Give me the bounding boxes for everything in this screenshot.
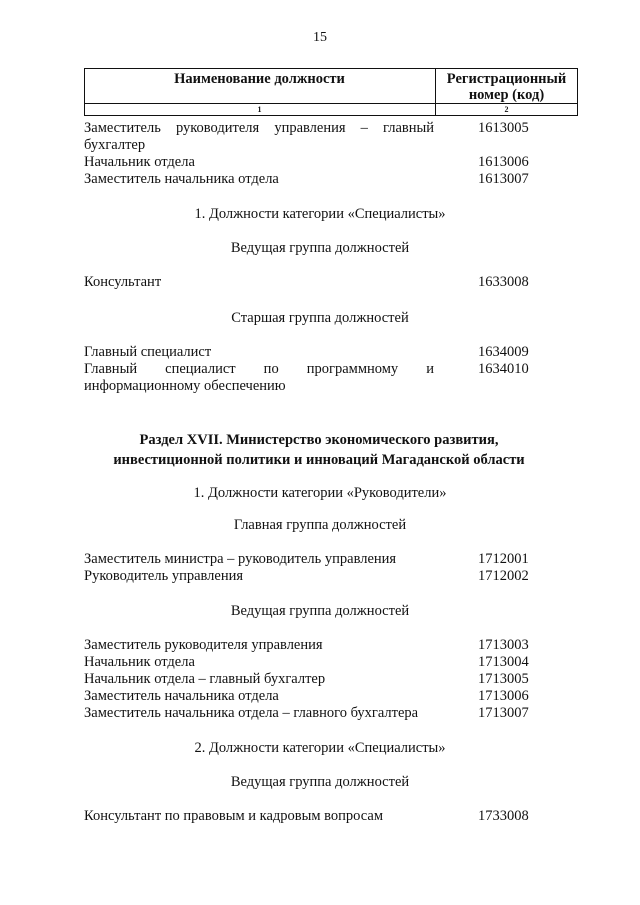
section-title-line1: Раздел XVII. Министерство экономического развития,: [139, 432, 499, 448]
group-heading: Ведущая группа должностей: [230, 774, 410, 790]
position-code: 1613007: [478, 171, 529, 187]
position-title: Заместитель начальника отдела – главного бухгалтера: [84, 705, 419, 721]
position-code: 1634010: [478, 361, 529, 377]
table-right-rule: [577, 68, 578, 116]
position-code: 1713006: [478, 688, 529, 704]
position-code: 1634009: [478, 344, 529, 360]
position-title: Начальник отдела: [84, 154, 195, 170]
position-title: Заместитель руководителя управления: [84, 637, 323, 653]
page-number: 15: [313, 30, 327, 45]
position-title: бухгалтер: [84, 137, 146, 153]
position-title: Главный специалист по программному и: [84, 361, 434, 377]
section-title-line2: инвестиционной политики и инноваций Магаданской области: [113, 452, 525, 468]
position-title: Заместитель начальника отдела: [84, 171, 279, 187]
position-code: 1613006: [478, 154, 529, 170]
position-title: Начальник отдела – главный бухгалтер: [84, 671, 326, 687]
position-code: 1712001: [478, 551, 529, 567]
header-position-name: Наименование должности: [174, 71, 345, 87]
header-reg-number-line1: Регистрационный: [446, 71, 567, 87]
position-title: Заместитель министра – руководитель управления: [84, 551, 397, 567]
position-title: Руководитель управления: [84, 568, 244, 584]
group-heading: Ведущая группа должностей: [230, 603, 410, 619]
table-bottom-rule: [84, 115, 578, 116]
position-code: 1713004: [478, 654, 529, 670]
position-title: Начальник отдела: [84, 654, 195, 670]
position-title: Заместитель руководителя управления – главный: [84, 120, 434, 136]
position-code: 1713003: [478, 637, 529, 653]
position-code: 1712002: [478, 568, 529, 584]
position-title: Консультант по правовым и кадровым вопросам: [84, 808, 384, 824]
group-heading: Главная группа должностей: [233, 517, 407, 533]
header-col2-number: 2: [504, 105, 509, 114]
position-code: 1633008: [478, 274, 529, 290]
position-code: 1613005: [478, 120, 529, 136]
group-heading: Старшая группа должностей: [231, 310, 409, 326]
table-header: [84, 68, 578, 118]
header-col1-number: 1: [257, 105, 262, 114]
position-title: Консультант: [84, 274, 162, 290]
position-code: 1713005: [478, 671, 529, 687]
category-heading: 2. Должности категории «Специалисты»: [194, 740, 446, 756]
header-reg-number-line2: номер (код): [468, 87, 545, 103]
position-code: 1713007: [478, 705, 529, 721]
position-code: 1733008: [478, 808, 529, 824]
group-heading: Ведущая группа должностей: [230, 240, 410, 256]
position-title: Главный специалист: [84, 344, 212, 360]
position-title: информационному обеспечению: [84, 378, 286, 394]
table-top-rule: [84, 68, 578, 69]
category-heading: 1. Должности категории «Специалисты»: [194, 206, 446, 222]
position-title: Заместитель начальника отдела: [84, 688, 279, 704]
category-heading: 1. Должности категории «Руководители»: [193, 485, 447, 501]
